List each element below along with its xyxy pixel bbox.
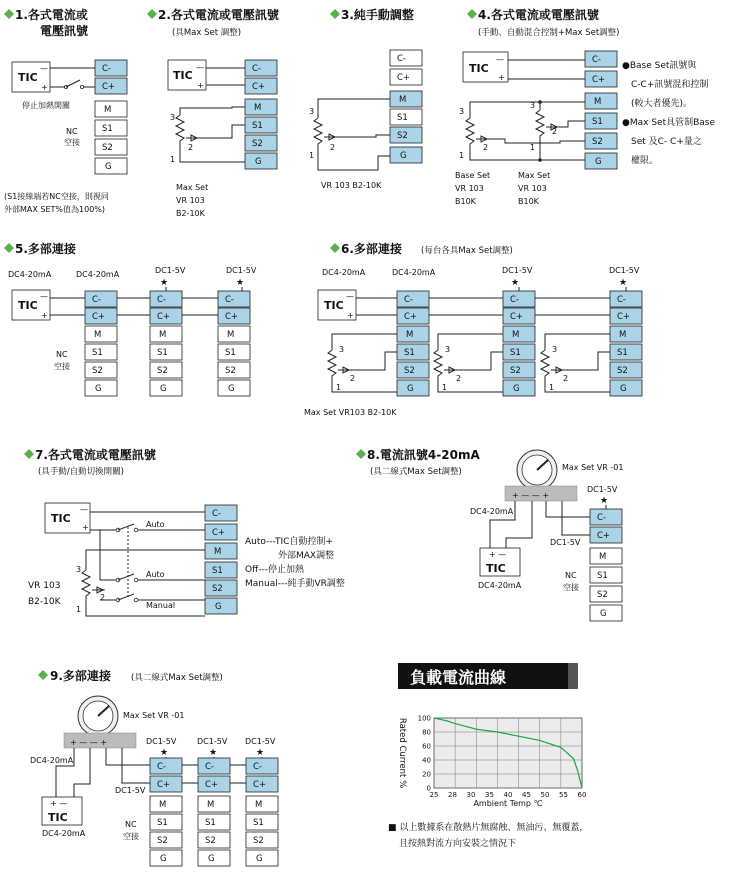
y-tick-label: 60	[422, 742, 431, 751]
signal-label: DC4-20mA	[470, 507, 514, 516]
tic-label: TIC	[18, 71, 38, 84]
minus-sign: —	[196, 63, 204, 72]
terminal-c-minus: C-	[157, 295, 167, 305]
wiper-1: 1	[530, 143, 536, 152]
terminal-c-minus: C-	[253, 762, 263, 772]
signal-label: DC4-20mA	[30, 756, 74, 765]
terminal-g: G	[256, 854, 263, 864]
section-4	[455, 7, 715, 206]
vr-label-2: B2-10K	[28, 597, 61, 607]
signal-label: DC4-20mA	[8, 270, 52, 279]
tic-label: TIC	[51, 512, 71, 525]
terminal-s1: S1	[205, 818, 216, 828]
section-4-note: ●Base Set訊號與	[622, 61, 697, 71]
terminal-c-plus: C+	[225, 312, 239, 322]
x-tick-label: 50	[540, 791, 550, 799]
terminal-m: M	[227, 330, 235, 340]
tic-pins: + —	[489, 550, 507, 559]
section-1-title: 1.各式電流或	[15, 8, 88, 22]
section-2-subtitle: (具Max Set 調整)	[172, 28, 242, 38]
terminal-c-minus: C-	[225, 295, 235, 305]
section-1-note-2: 外部MAX SET%值為100%)	[4, 205, 106, 214]
tic-label: TIC	[324, 299, 344, 312]
tic-label: TIC	[486, 562, 506, 575]
wiper-2: 2	[100, 593, 106, 602]
wiper-3: 3	[445, 345, 451, 354]
star-icon: ★	[511, 278, 520, 288]
terminal-g: G	[595, 157, 602, 167]
terminal-c-plus: C+	[102, 82, 116, 92]
diamond-icon	[24, 449, 34, 459]
x-axis-label: Ambient Temp ℃	[473, 799, 543, 808]
wiper-3: 3	[76, 565, 82, 574]
footnote: ■ 以上數據系在散熱片無腐蝕、無油污、無覆蓋，	[388, 823, 589, 833]
plus-sign: +	[498, 73, 505, 82]
terminal-m: M	[94, 330, 102, 340]
load-current-curve	[388, 663, 588, 849]
section-3-title: 3.純手動調整	[341, 8, 414, 22]
section-4-note: 權限。	[631, 156, 659, 166]
terminal-c-plus: C+	[397, 73, 411, 83]
vr-pins: + — — +	[512, 491, 550, 500]
section-8-title: 8.電流訊號4-20mA	[367, 448, 480, 462]
terminal-c-minus: C-	[102, 64, 112, 74]
star-icon: ★	[619, 278, 628, 288]
wiper-2: 2	[563, 374, 569, 383]
minus-sign: —	[80, 505, 88, 514]
signal-label: DC1-5V	[587, 485, 618, 494]
terminal-s2: S2	[92, 366, 103, 376]
nc-label: NC	[56, 350, 68, 359]
minus-sign: —	[40, 292, 48, 301]
wiper-3: 3	[339, 345, 345, 354]
plus-sign: +	[197, 81, 204, 90]
terminal-s1: S1	[92, 348, 103, 358]
terminal-s2: S2	[592, 137, 603, 147]
terminal-s1: S1	[617, 348, 628, 358]
section-4-note: (較大者優先)。	[631, 99, 693, 109]
wiper-3: 3	[170, 113, 176, 122]
nc-label: NC	[66, 127, 78, 136]
tic-label: TIC	[173, 69, 193, 82]
base-set-label: Base Set	[455, 171, 491, 180]
terminal-c-minus: C-	[205, 762, 215, 772]
wiper-2: 2	[483, 143, 489, 152]
terminal-g: G	[215, 602, 222, 612]
terminal-c-minus: C-	[617, 295, 627, 305]
terminal-g: G	[160, 384, 167, 394]
tic-pins: + —	[50, 799, 68, 808]
wiper-3: 3	[530, 101, 536, 110]
plus-sign: +	[347, 311, 354, 320]
section-3	[309, 7, 422, 190]
wiper-3: 3	[552, 345, 558, 354]
derating-chart	[397, 715, 586, 809]
vr-label: VR 103 B2-10K	[321, 181, 382, 190]
max-set-label: Max Set	[518, 171, 551, 180]
vr-label: Max Set VR103 B2-10K	[304, 408, 397, 417]
x-tick-label: 55	[559, 791, 568, 799]
terminal-c-plus: C+	[252, 82, 266, 92]
terminal-s2: S2	[252, 139, 263, 149]
terminal-m: M	[619, 330, 627, 340]
section-7-note: 外部MAX調整	[278, 551, 335, 561]
nc-label-2: 空接	[563, 583, 579, 592]
terminal-s1: S1	[597, 571, 608, 581]
terminal-block	[397, 291, 429, 396]
terminal-block	[245, 60, 277, 169]
section-4-subtitle: (手動、自動混合控制+Max Set調整)	[478, 28, 620, 38]
auto-label: Auto	[146, 570, 165, 579]
terminal-s1: S1	[102, 124, 113, 134]
signal-label: DC1-5V	[146, 737, 177, 746]
tic-label: TIC	[48, 811, 68, 824]
terminal-g: G	[95, 384, 102, 394]
x-tick-label: 45	[522, 791, 531, 799]
terminal-g: G	[620, 384, 627, 394]
signal-label: DC1-5V	[197, 737, 228, 746]
terminal-c-plus: C+	[92, 312, 106, 322]
nc-label-2: 空接	[123, 832, 139, 841]
terminal-s2: S2	[617, 366, 628, 376]
diamond-icon	[356, 449, 366, 459]
section-7-note: Off---停止加熱	[245, 565, 305, 575]
x-tick-label: 60	[577, 791, 587, 799]
signal-label: DC4-20mA	[42, 829, 86, 838]
signal-label: DC4-20mA	[478, 581, 522, 590]
terminal-s2: S2	[225, 366, 236, 376]
signal-label: DC4-20mA	[392, 268, 436, 277]
star-icon: ★	[600, 496, 609, 506]
section-6-title: 6.多部連接	[341, 242, 402, 256]
section-8	[356, 447, 623, 621]
terminal-m: M	[512, 330, 520, 340]
terminal-block	[95, 60, 127, 174]
section-9	[30, 668, 278, 866]
y-tick-label: 20	[422, 770, 431, 779]
section-4-title: 4.各式電流或電壓訊號	[478, 8, 599, 22]
vr-pins: + — — +	[70, 738, 108, 747]
nc-label: NC	[125, 820, 137, 829]
terminal-c-plus: C+	[157, 780, 171, 790]
diamond-icon	[4, 9, 14, 19]
section-1-note: (S1接線端若NC空接，則視同	[4, 192, 109, 201]
wiper-1: 1	[459, 151, 465, 160]
terminal-block	[246, 758, 278, 866]
terminal-g: G	[513, 384, 520, 394]
terminal-block	[503, 291, 535, 396]
minus-sign: —	[496, 55, 504, 64]
signal-label: DC1-5V	[155, 266, 186, 275]
diamond-icon	[38, 670, 48, 680]
terminal-c-minus: C-	[592, 55, 602, 65]
terminal-block	[390, 50, 422, 163]
diamond-icon	[4, 243, 14, 253]
terminal-g: G	[105, 162, 112, 172]
section-7	[24, 447, 345, 616]
diamond-icon	[147, 9, 157, 19]
x-tick-label: 30	[466, 791, 476, 799]
section-7-note: Manual---純手動VR調整	[245, 579, 345, 589]
section-7-note: Auto---TIC自動控制+	[245, 537, 333, 547]
terminal-s2: S2	[253, 836, 264, 846]
terminal-s2: S2	[157, 836, 168, 846]
section-1	[4, 7, 127, 214]
signal-label: DC1-5V	[115, 786, 146, 795]
base-set-label-2: VR 103	[455, 184, 484, 193]
terminal-m: M	[399, 95, 407, 105]
diamond-icon	[330, 9, 340, 19]
terminal-c-plus: C+	[253, 780, 267, 790]
terminal-block	[150, 758, 182, 866]
x-tick-label: 28	[448, 791, 457, 799]
signal-label: DC4-20mA	[322, 268, 366, 277]
minus-sign: —	[40, 64, 48, 73]
star-icon: ★	[160, 278, 169, 288]
section-8-subtitle: (具二線式Max Set調整)	[370, 467, 462, 477]
minus-sign: —	[346, 292, 354, 301]
vr-label: Max Set VR -01	[123, 711, 185, 720]
nc-label-2: 空接	[54, 362, 70, 371]
terminal-c-minus: C-	[404, 295, 414, 305]
section-6-subtitle: (每台各具Max Set調整)	[421, 246, 513, 256]
terminal-c-minus: C-	[510, 295, 520, 305]
terminal-s1: S1	[510, 348, 521, 358]
terminal-m: M	[406, 330, 414, 340]
wiper-2: 2	[188, 143, 194, 152]
tic-label: TIC	[469, 62, 489, 75]
terminal-s2: S2	[510, 366, 521, 376]
wiper-2: 2	[330, 143, 336, 152]
terminal-m: M	[104, 105, 112, 115]
terminal-block	[585, 51, 617, 169]
terminal-s1: S1	[252, 121, 263, 131]
terminal-g: G	[255, 157, 262, 167]
stop-heat-switch-label: 停止加熱開關	[22, 101, 70, 110]
section-7-subtitle: (具手動/自動切換開關)	[38, 467, 124, 477]
terminal-g: G	[160, 854, 167, 864]
terminal-m: M	[599, 552, 607, 562]
signal-label: DC1-5V	[550, 538, 581, 547]
terminal-s1: S1	[212, 566, 223, 576]
terminal-block	[590, 509, 622, 621]
manual-label: Manual	[146, 601, 176, 610]
terminal-c-minus: C-	[157, 762, 167, 772]
x-tick-label: 35	[485, 791, 494, 799]
terminal-s2: S2	[212, 584, 223, 594]
terminal-c-plus: C+	[597, 531, 611, 541]
base-set-label-3: B10K	[455, 197, 476, 206]
tic-label: TIC	[18, 299, 38, 312]
terminal-g: G	[228, 384, 235, 394]
terminal-s2: S2	[157, 366, 168, 376]
wiper-1: 1	[442, 383, 448, 392]
signal-label: DC4-20mA	[76, 270, 120, 279]
terminal-c-plus: C+	[617, 312, 631, 322]
y-tick-label: 100	[417, 714, 431, 723]
y-tick-label: 0	[426, 784, 431, 793]
vr-label: Max Set	[176, 183, 209, 192]
nc-label-2: 空接	[64, 138, 80, 147]
terminal-c-minus: C-	[212, 509, 222, 519]
terminal-block	[218, 291, 250, 396]
star-icon: ★	[236, 278, 245, 288]
signal-label: DC1-5V	[609, 266, 640, 275]
terminal-s2: S2	[404, 366, 415, 376]
terminal-block	[198, 758, 230, 866]
plus-sign: +	[82, 523, 89, 532]
terminal-g: G	[407, 384, 414, 394]
terminal-s1: S1	[157, 818, 168, 828]
terminal-c-minus: C-	[252, 64, 262, 74]
diamond-icon	[467, 9, 477, 19]
terminal-m: M	[255, 800, 263, 810]
terminal-m: M	[594, 97, 602, 107]
y-axis-label: Rated Current %	[397, 717, 407, 789]
section-1-title-2: 電壓訊號	[40, 24, 89, 38]
wiper-1: 1	[549, 383, 555, 392]
terminal-g: G	[208, 854, 215, 864]
section-4-note: ●Max Set具管制Base	[622, 118, 716, 128]
terminal-c-minus: C-	[397, 54, 407, 64]
terminal-s1: S1	[592, 117, 603, 127]
terminal-c-plus: C+	[157, 312, 171, 322]
terminal-g: G	[400, 151, 407, 161]
vr-label: VR 103	[28, 581, 61, 591]
y-tick-label: 80	[422, 728, 431, 737]
terminal-m: M	[159, 330, 167, 340]
terminal-s2: S2	[397, 131, 408, 141]
terminal-c-minus: C-	[597, 513, 607, 523]
section-7-title: 7.各式電流或電壓訊號	[35, 448, 156, 462]
wiper-2: 2	[456, 374, 462, 383]
terminal-c-plus: C+	[205, 780, 219, 790]
terminal-block	[205, 505, 237, 614]
terminal-block	[85, 291, 117, 396]
diamond-icon	[330, 243, 340, 253]
section-9-title: 9.多部連接	[50, 669, 111, 683]
terminal-s2: S2	[102, 143, 113, 153]
star-icon: ★	[209, 748, 218, 758]
section-9-subtitle: (具二線式Max Set調整)	[131, 673, 223, 683]
terminal-s2: S2	[597, 590, 608, 600]
terminal-m: M	[159, 800, 167, 810]
wiper-2: 2	[350, 374, 356, 383]
star-icon: ★	[256, 748, 265, 758]
x-tick-label: 25	[429, 791, 439, 799]
auto-label: Auto	[146, 520, 165, 529]
wiper-3: 3	[309, 107, 315, 116]
terminal-block	[150, 291, 182, 396]
nc-label: NC	[565, 571, 577, 580]
plot-area	[434, 718, 582, 788]
terminal-s2: S2	[205, 836, 216, 846]
terminal-block	[610, 291, 642, 396]
terminal-s1: S1	[225, 348, 236, 358]
plus-sign: +	[41, 83, 48, 92]
curve-title: 負載電流曲線	[410, 668, 507, 687]
plus-sign: +	[41, 311, 48, 320]
footnote-2: 且按熱對流方向安裝之情況下	[399, 839, 517, 849]
terminal-m: M	[254, 103, 262, 113]
section-4-note: Set 及C- C+量之	[631, 137, 702, 147]
terminal-c-plus: C+	[404, 312, 418, 322]
signal-label: DC1-5V	[245, 737, 276, 746]
terminal-s1: S1	[397, 113, 408, 123]
max-set-label-2: VR 103	[518, 184, 547, 193]
wiper-1: 1	[170, 155, 176, 164]
terminal-m: M	[214, 547, 222, 557]
terminal-c-plus: C+	[212, 528, 226, 538]
x-tick-label: 40	[503, 791, 513, 799]
vr-label-2: VR 103	[176, 196, 205, 205]
section-4-note: C-C+訊號混和控制	[631, 80, 709, 90]
section-5	[4, 241, 257, 396]
wiper-1: 1	[336, 383, 342, 392]
wiper-3: 3	[459, 107, 465, 116]
terminal-s1: S1	[253, 818, 264, 828]
section-6	[304, 241, 642, 417]
wiper-2: 2	[552, 127, 558, 136]
terminal-g: G	[600, 609, 607, 619]
terminal-m: M	[207, 800, 215, 810]
terminal-s1: S1	[404, 348, 415, 358]
wiper-1: 1	[76, 605, 82, 614]
terminal-c-plus: C+	[592, 75, 606, 85]
section-2-title: 2.各式電流或電壓訊號	[158, 8, 279, 22]
signal-label: DC1-5V	[226, 266, 257, 275]
vr-label-3: B2-10K	[176, 209, 205, 218]
section-2	[147, 7, 279, 218]
y-tick-label: 40	[422, 756, 431, 765]
terminal-c-plus: C+	[510, 312, 524, 322]
vr-label: Max Set VR -01	[562, 463, 624, 472]
star-icon: ★	[160, 748, 169, 758]
section-5-title: 5.多部連接	[15, 242, 76, 256]
signal-label: DC1-5V	[502, 266, 533, 275]
wiper-1: 1	[309, 151, 315, 160]
terminal-s1: S1	[157, 348, 168, 358]
max-set-label-3: B10K	[518, 197, 539, 206]
terminal-c-minus: C-	[92, 295, 102, 305]
